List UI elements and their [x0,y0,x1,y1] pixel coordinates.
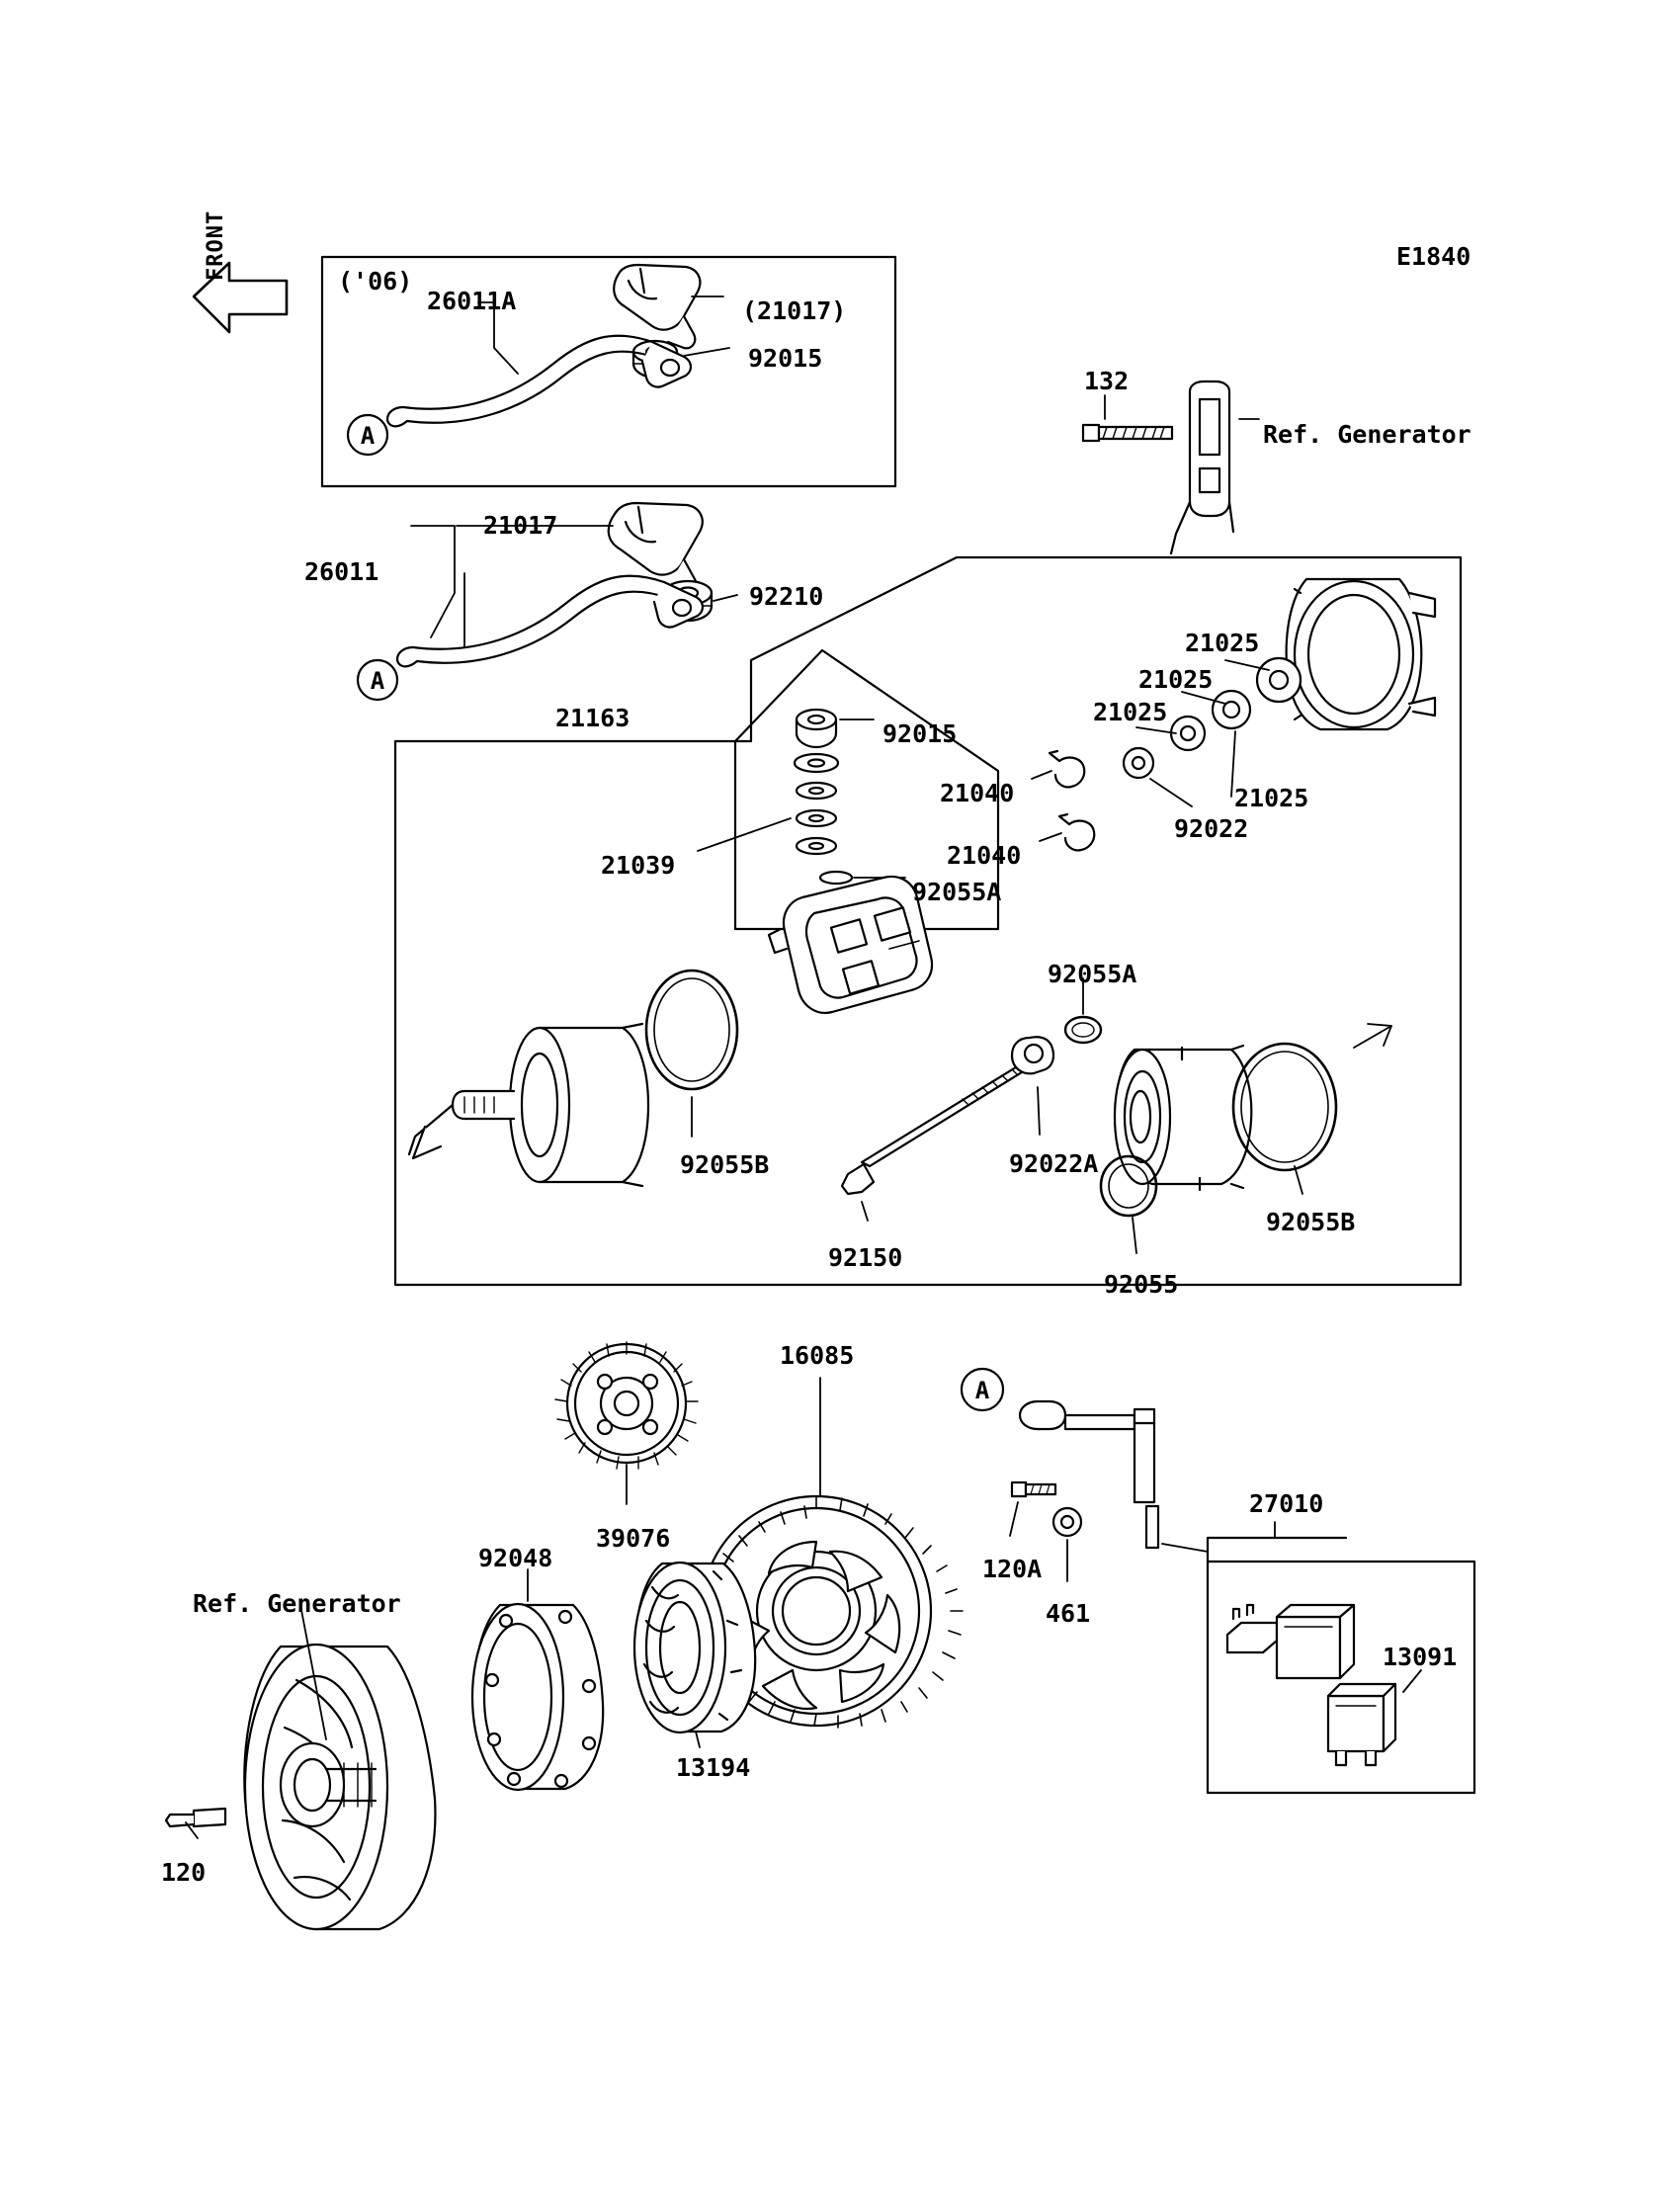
bolt-132 [1083,425,1172,441]
plug-cable-26011 [397,576,703,667]
part-label-132: 132 [1084,367,1130,395]
part-label-92055A-a: 92055A [912,878,1002,906]
part-label-21025-c: 21025 [1093,698,1168,726]
part-label-21163: 21163 [555,704,630,732]
part-label-92022A: 92022A [1009,1149,1099,1178]
part-label-16085: 16085 [780,1341,855,1370]
part-label-92150: 92150 [828,1243,903,1272]
generator-rotor [166,1645,435,1929]
bolt-120A [1012,1482,1055,1496]
clip-21040-b [1059,814,1094,850]
starter-front-housing [1115,1046,1251,1190]
relay-13091 [1328,1684,1395,1765]
o-ring-92055A-small [1065,1017,1101,1043]
ref-generator-bottom-label: Ref. Generator [193,1589,401,1618]
part-label-21040-b: 21040 [947,841,1022,870]
part-label-92055: 92055 [1104,1270,1179,1299]
terminal-stack [795,710,852,884]
part-label-92055B-b: 92055B [1266,1208,1356,1236]
part-label-21025-d: 21025 [1234,784,1309,812]
part-label-92022: 92022 [1174,814,1249,843]
part-label-13091: 13091 [1383,1643,1458,1671]
end-cover [1287,579,1435,729]
part-label-92015: 92015 [882,719,958,748]
brush-holder [769,877,932,1013]
bracket-generator [1171,381,1233,553]
part-label-21040-a: 21040 [940,779,1015,807]
part-label-92048: 92048 [478,1544,553,1572]
part-label-92055A-b: 92055A [1048,960,1137,988]
clutch-13194 [634,1563,755,1732]
o-ring-92055B-a [646,971,737,1089]
front-arrow-label: FRONT [204,210,228,281]
part-label-92210: 92210 [749,582,824,611]
clip-21040-a [1050,751,1084,787]
ref-generator-top-label: Ref. Generator [1263,420,1471,449]
washer-92022A [1012,1037,1053,1073]
diagram-code: E1840 [1396,242,1471,271]
bolt-92150 [842,1062,1030,1194]
inset-year-label: ('06) [338,267,413,296]
svg-text:A: A [370,667,385,695]
part-label-21017-paren: (21017) [742,296,847,325]
lever-arm [1020,1401,1158,1548]
svg-text:A: A [974,1377,990,1404]
part-label-13194: 13194 [676,1753,751,1782]
part-label-461: 461 [1046,1599,1091,1628]
part-label-26011A: 26011A [427,287,517,315]
relay-main [1227,1605,1354,1678]
gear-39076 [555,1342,698,1469]
washer-461 [1053,1508,1081,1536]
svg-text:A: A [360,422,376,450]
part-label-21039: 21039 [601,851,676,880]
part-label-27010: 27010 [1249,1489,1324,1518]
part-label-26011: 26011 [304,557,379,586]
part-label-21025-b: 21025 [1138,665,1214,694]
armature [409,1024,648,1186]
cover-plate-92048 [472,1604,603,1790]
part-label-120A: 120A [982,1555,1043,1583]
part-label-92015-inset: 92015 [748,344,823,373]
part-label-92055B-a: 92055B [680,1150,770,1179]
part-label-120: 120 [161,1858,207,1887]
part-label-21025-a: 21025 [1185,629,1260,657]
part-label-39076: 39076 [596,1524,671,1553]
part-label-21017: 21017 [483,511,558,540]
